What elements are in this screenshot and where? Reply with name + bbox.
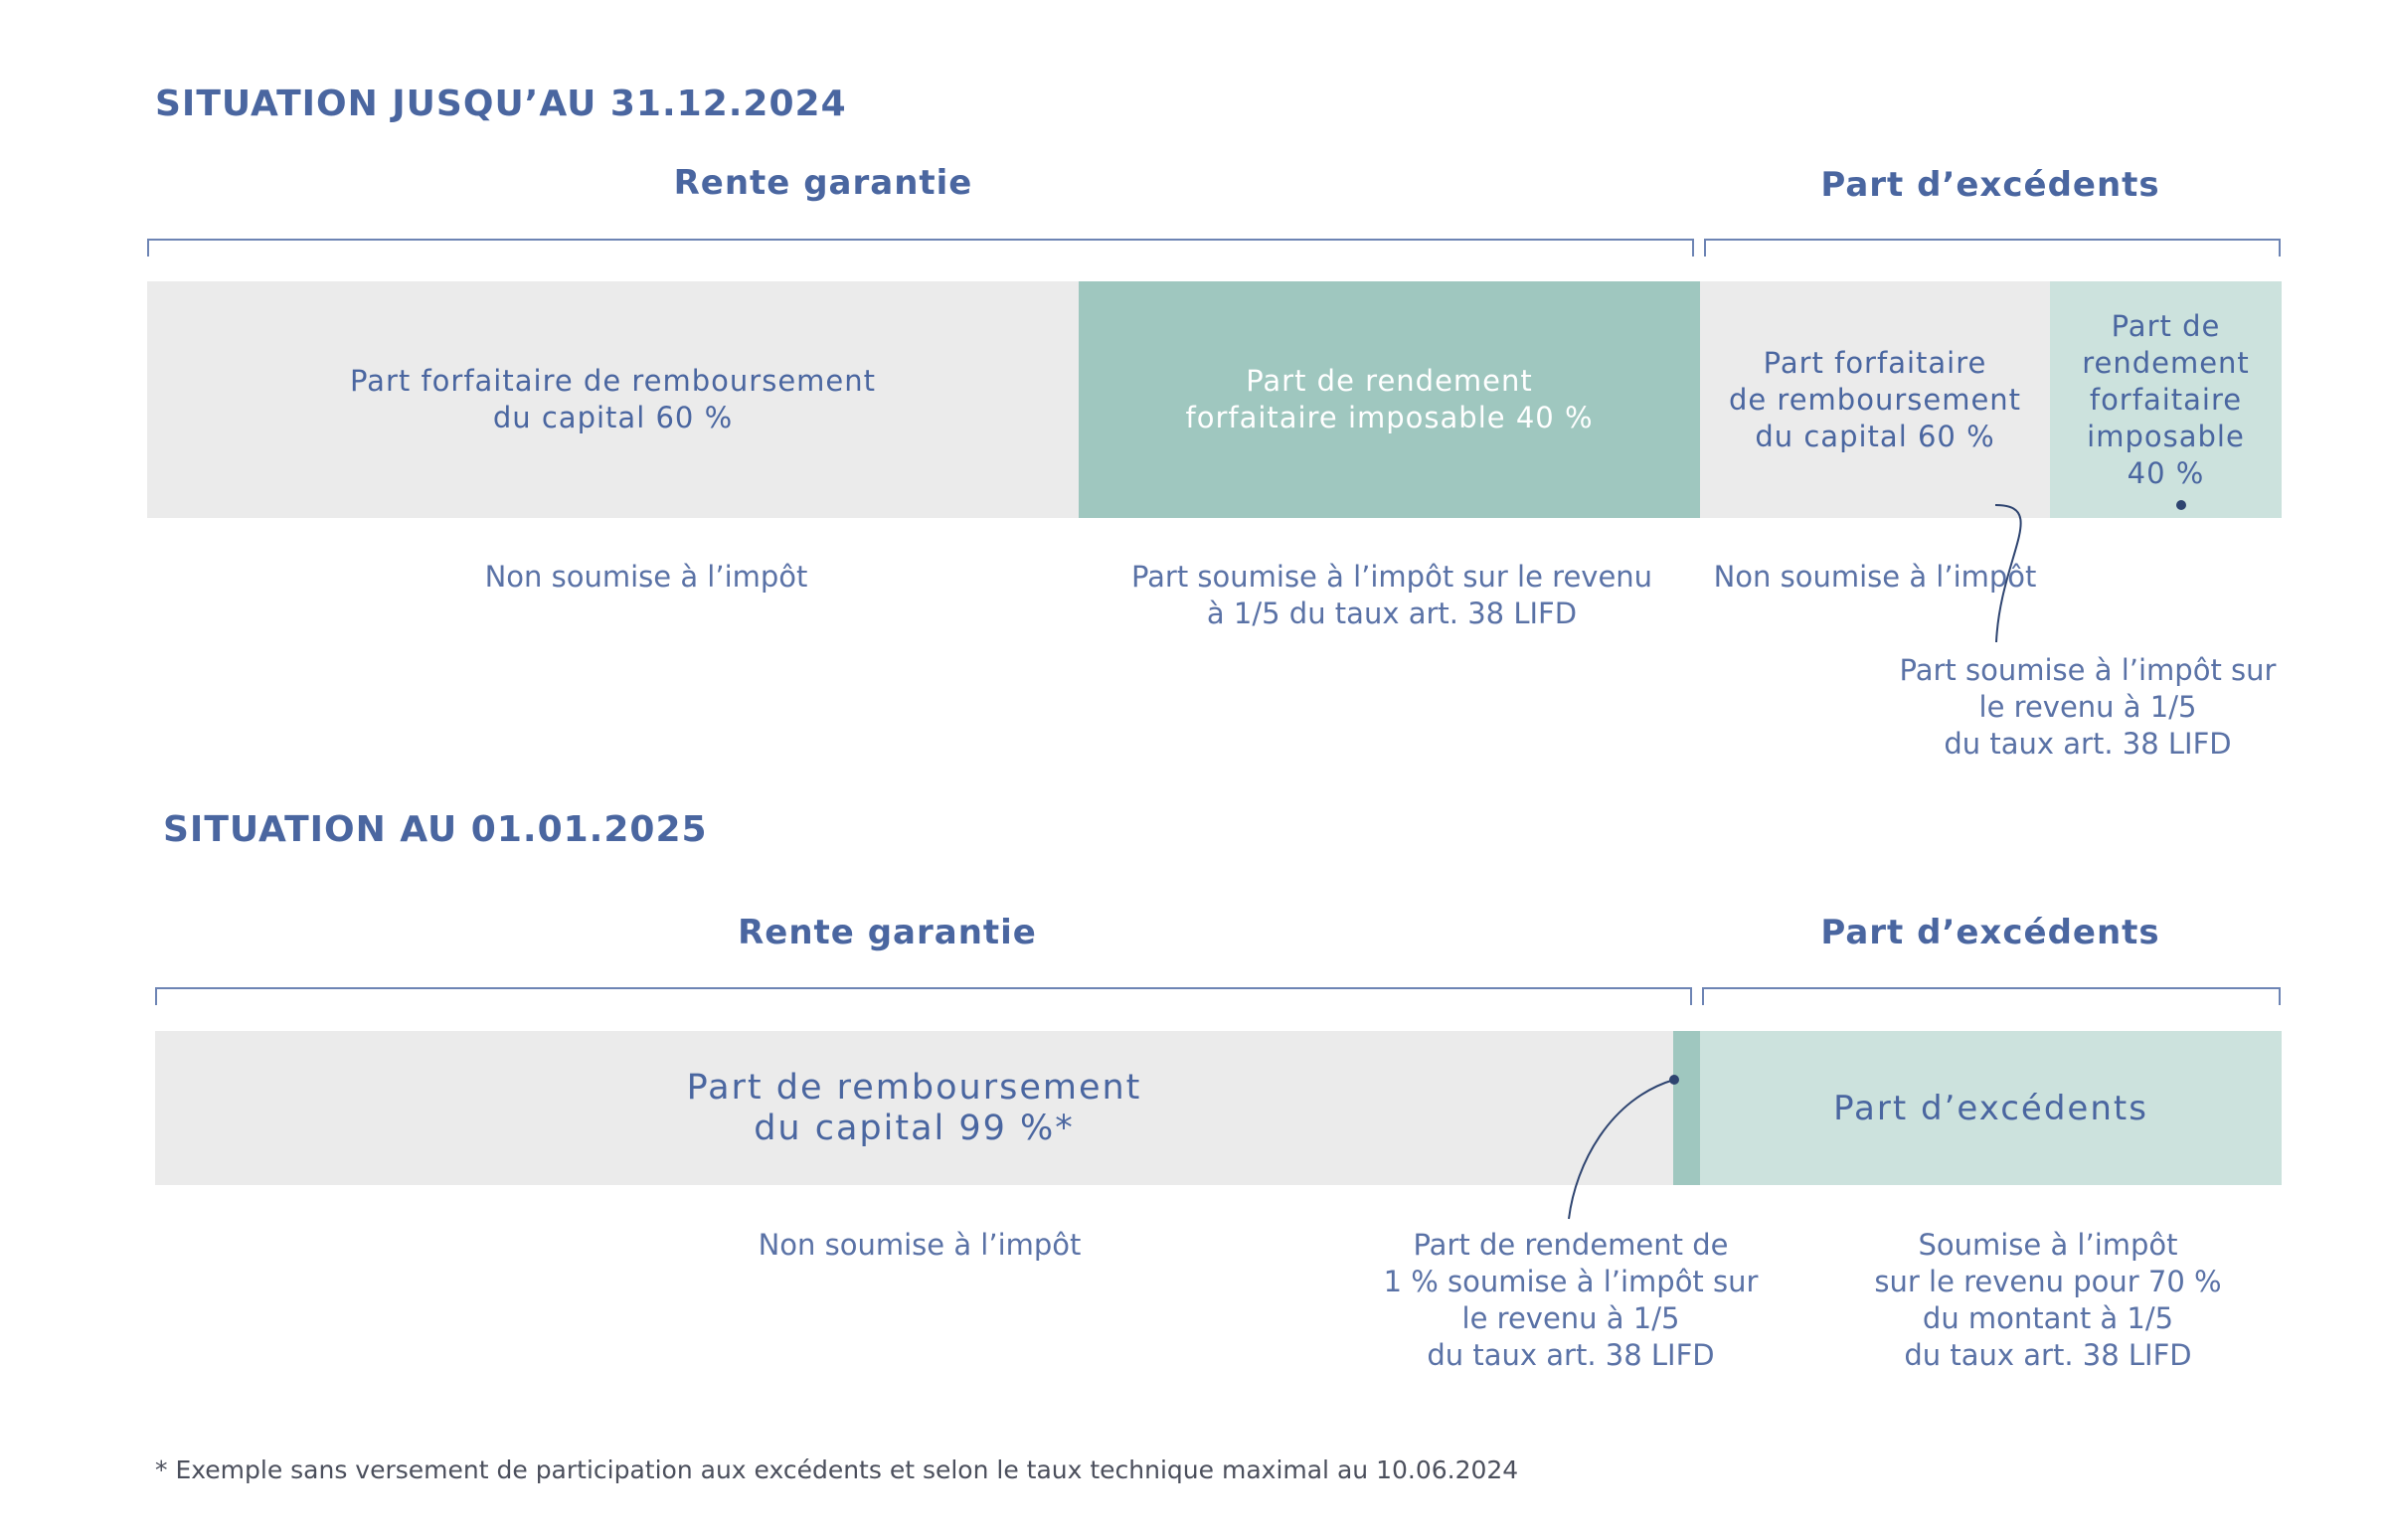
section-1-rente-label: Rente garantie xyxy=(673,163,973,203)
section-1-leader-line xyxy=(1995,505,2021,642)
section-1-title: SITUATION JUSQU’AU 31.12.2024 xyxy=(155,84,847,124)
section-2-note-excedents: Soumise à l’impôt sur le revenu pour 70 % du montant à 1/5 du taux art. 38 LIFD xyxy=(1874,1228,2222,1372)
section-1-note-excedents-capital: Non soumise à l’impôt xyxy=(1713,560,2037,594)
section-2-note-rendement: Part de rendement de 1 % soumise à l’impôt sur le revenu à 1/5 du taux art. 38 LIFD xyxy=(1383,1228,1759,1372)
footnote: * Exemple sans versement de participation aux excédents et selon le taux technique maximal au 10.06.2024 xyxy=(155,1455,1519,1484)
section-1-segment-rendement: Part de rendement forfaitaire imposable 40 % xyxy=(1079,281,1700,518)
section-2-note-capital: Non soumise à l’impôt xyxy=(758,1228,1082,1262)
section-2-excedents-label: Part d’excédents xyxy=(1820,913,2160,952)
section-2-segment-capital: Part de remboursement du capital 99 %* xyxy=(155,1031,1673,1185)
section-1-excedents-label: Part d’excédents xyxy=(1820,165,2160,205)
section-2-segment-excedents: Part d’excédents xyxy=(1700,1031,2282,1185)
section-1-note-capital: Non soumise à l’impôt xyxy=(484,560,808,594)
section-2-title: SITUATION AU 01.01.2025 xyxy=(163,809,708,850)
section-2-leader-line xyxy=(1569,1080,1674,1219)
section-1-segment-excedents-capital: Part forfaitaire de remboursement du capital 60 % xyxy=(1700,281,2050,518)
section-2-rente-label: Rente garantie xyxy=(738,913,1037,952)
section-1-note-rendement: Part soumise à l’impôt sur le revenu à 1/5 du taux art. 38 LIFD xyxy=(1130,560,1653,630)
section-1-segment-capital: Part forfaitaire de remboursement du capital 60 % xyxy=(147,281,1079,518)
section-1-note-excedents-rendement: Part soumise à l’impôt sur le revenu à 1/5 du taux art. 38 LIFD xyxy=(1899,653,2277,761)
section-1-leader-dot xyxy=(2176,500,2186,510)
section-2-leader-dot xyxy=(1669,1075,1679,1085)
section-1-segment-excedents-rendement: Part de rendement forfaitaire imposable 40 % xyxy=(2050,281,2282,518)
